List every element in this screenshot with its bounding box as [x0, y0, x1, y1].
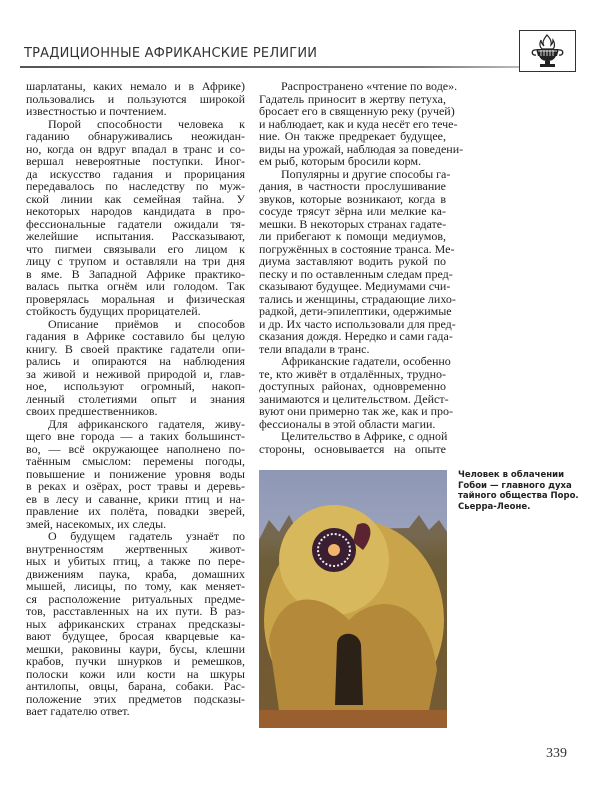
caption-line: Сьерра-Леоне. — [458, 501, 531, 512]
text-line: Порой способности человека к — [48, 116, 245, 131]
text-line: Популярны и другие способы га- — [281, 166, 451, 181]
text-line: занимаются и целительством. Дейст- — [259, 391, 449, 406]
text-line: ных и убитых птиц, а также по пере- — [26, 554, 245, 568]
text-line: да искусство гадания и прорицания — [26, 166, 245, 181]
text-line: положение этих предметов подсказы- — [26, 691, 245, 706]
text-line: движениям паука, краба, домашних — [26, 566, 245, 581]
text-line: тались и женщины, страдающие лихо- — [259, 291, 456, 306]
text-line: антилопы, овцы, барана, собаки. Рас- — [26, 679, 245, 693]
text-line: Описание приёмов и способов — [48, 316, 245, 331]
text-line: те, кто живёт в отдалённых, трудно- — [259, 366, 446, 381]
text-line: в яме. В Западной Африке практико- — [26, 266, 245, 281]
text-line: мышей, лисицы, по тому, как меняет- — [26, 579, 245, 593]
text-line: сказания дождя. Нередко и сами гада- — [259, 329, 453, 343]
text-line: дания, в частности прослушивание — [259, 179, 446, 193]
text-line: вершал невероятные поступки. Иног- — [26, 154, 245, 168]
text-line: валась пытка огнём или голодом. Так — [26, 279, 245, 293]
text-line: Гадатель приносит в жертву петуха, — [259, 91, 446, 106]
text-line: песку и по оставленным следам пред- — [259, 266, 453, 281]
text-line: и др. Их часто использовали для пред- — [259, 316, 456, 331]
text-line: в реках и озёрах, рост травы и деревь- — [26, 479, 245, 493]
text-line: виды на урожай, наблюдая за поведени- — [259, 141, 464, 156]
text-line: мешки, раковины каури, бусы, клешни — [26, 641, 245, 656]
text-line: стороны, основывается на опыте — [259, 441, 446, 456]
text-line: внутренностям жертвенных живот- — [26, 541, 245, 556]
header-rule — [20, 66, 520, 68]
caption-line: Гобои — главного духа — [458, 480, 572, 491]
text-line: вают будущее, бросая кварцевые ка- — [26, 629, 245, 643]
text-line: своих предшественников. — [26, 404, 158, 418]
running-header: ТРАДИЦИОННЫЕ АФРИКАНСКИЕ РЕЛИГИИ — [24, 46, 318, 61]
text-line: некоторых народов кандидата в про- — [26, 204, 245, 218]
text-line: проверялась моральная и физическая — [26, 291, 245, 306]
text-line: вуют они примерно так же, как и про- — [259, 404, 453, 418]
text-line: что пигмеи связывали его лицом к — [26, 241, 245, 256]
photo-caption — [458, 470, 588, 512]
text-line: и наблюдает, как и куда несёт его тече- — [259, 116, 458, 131]
text-line: гадания в Африке составило бы целую — [26, 329, 245, 343]
text-line: крабов, пучки шнурков и ремешков, — [26, 654, 245, 668]
text-line: змей, насекомых, их следы. — [26, 516, 167, 531]
text-line: ев в лесу и саванне, крики птиц и на- — [26, 491, 245, 506]
text-line: шарлатаны, каких немало и в Африке) — [26, 79, 245, 93]
caption-line: тайного общества Поро. — [458, 491, 579, 501]
text-line: желейшие испытания. Рассказывают, — [26, 229, 245, 243]
text-line: лицу с трупом и оставляли на три дня — [26, 254, 245, 268]
text-line: ное, используют огромный, накоп- — [26, 379, 245, 393]
page-number: 339 — [546, 746, 567, 761]
text-line: известностью и почтением. — [26, 104, 167, 118]
text-line: гаданию обнаруживались неожидан- — [26, 129, 245, 143]
text-line: правление их полёта, повадки зверей, — [26, 504, 245, 518]
text-line: ных африканских странах предсказы- — [26, 616, 245, 631]
text-line: О будущем гадатель узнаёт по — [48, 529, 245, 543]
text-line: Распространено «чтение по воде». — [281, 79, 458, 93]
text-line: ся расположение ритуальных предме- — [26, 591, 245, 606]
text-line: ли прибегают к помощи медиумов, — [259, 229, 446, 243]
text-line: сказывают будущее. Медиумами счи- — [259, 279, 451, 293]
text-line: вает гадателю ответ. — [26, 704, 130, 718]
text-line: книгу. В своей практике гадатели опи- — [26, 341, 245, 356]
text-line: стойкость будущих прорицателей. — [26, 304, 201, 318]
text-line: диума заставляют водить рукой по — [259, 254, 446, 268]
text-line: Целительство в Африке, с одной — [281, 429, 448, 443]
urn-with-flame-icon — [519, 30, 576, 72]
text-line: рались и опираются на наблюдения — [26, 354, 245, 368]
text-line: фессионалы в этой области магии. — [259, 416, 436, 431]
text-line: повышение и понижение уровня воды — [26, 466, 245, 481]
text-line: тов, расставленных на их пути. В раз- — [26, 604, 245, 618]
text-line: доступных районах, одновременно — [259, 379, 446, 393]
text-line: ние. Он также предрекает будущее, — [259, 129, 446, 143]
text-line: щего вне города — а таких большинст- — [26, 429, 245, 443]
text-line: ем рыб, которым бросили корм. — [259, 154, 422, 168]
text-line: фессиональные гадатели ожидали тя- — [26, 216, 245, 231]
text-line: сосуде трясут зёрна или мелкие ка- — [259, 204, 446, 218]
text-line: погружённых в состояние транса. Ме- — [259, 241, 455, 256]
text-line: ской линии как семейная тайна. У — [26, 191, 245, 206]
text-line: радкой, дети-эпилептики, одержимые — [259, 304, 452, 318]
photo-gobo-masked-figure — [259, 470, 447, 728]
text-line: полоски кожи или кости на шкуры — [26, 666, 245, 681]
text-column-left — [26, 80, 245, 718]
text-line: за живой и неживой природой и, глав- — [26, 366, 245, 381]
text-line: звуков, которые возникают, когда в — [259, 191, 446, 206]
text-line: во, — всё окружающее наполнено по- — [26, 441, 245, 456]
text-line: пользовались и пользуются широкой — [26, 91, 245, 106]
text-line: мешки. В некоторых странах гадате- — [259, 216, 447, 231]
caption-line: Человек в облачении — [458, 470, 565, 480]
text-line: передавалось по наследству по муж- — [26, 179, 245, 193]
text-line: бросает его в священную реку (ручей) — [259, 104, 455, 118]
text-line: Африканские гадатели, особенно — [281, 354, 451, 368]
text-line: Для африканского гадателя, живу- — [48, 416, 245, 431]
text-line: ленный столетиями опыт и знания — [26, 391, 245, 406]
text-line: таённым смыслом: перемены погоды, — [26, 454, 245, 468]
text-line: но, когда он вдруг впадал в транс и со- — [26, 141, 245, 156]
text-column-right — [259, 79, 464, 456]
text-line: тели впадали в транс. — [259, 341, 370, 356]
